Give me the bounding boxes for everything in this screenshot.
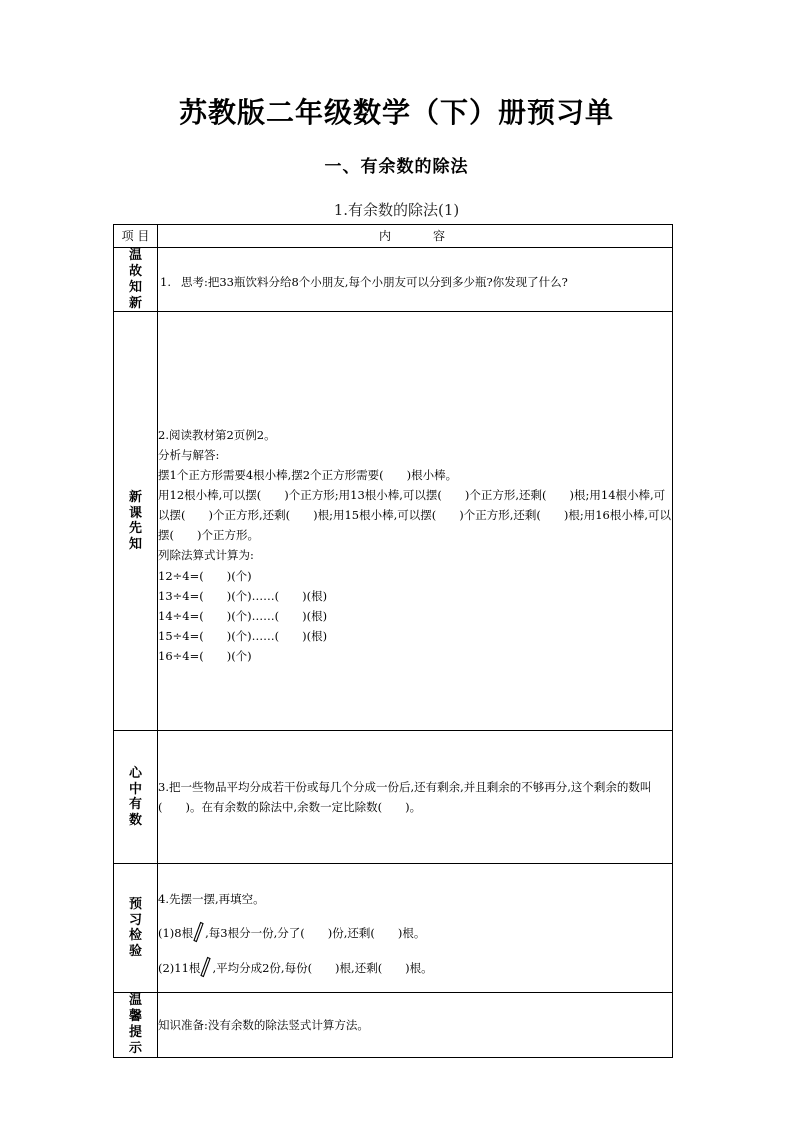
page-title: 苏教版二年级数学（下）册预习单 bbox=[178, 96, 614, 129]
header-cell-item: 项 目 bbox=[114, 225, 158, 248]
question-4-title: 4.先摆一摆,再填空。 bbox=[158, 892, 265, 907]
unit-subtitle: 一、有余数的除法 bbox=[324, 156, 469, 177]
question-text: 思考:把33瓶饮料分给8个小朋友,每个小朋友可以分到多少瓶?你发现了什么? bbox=[180, 274, 568, 289]
question-4-item-2 bbox=[158, 956, 672, 978]
row-label-char: 新 bbox=[128, 295, 142, 311]
row-label-char: 温 bbox=[128, 993, 142, 1009]
row-label-char: 课 bbox=[128, 505, 142, 521]
row-label-char: 新 bbox=[128, 489, 142, 505]
lesson-title: 1.有余数的除法(1) bbox=[333, 200, 460, 219]
row-label-char: 心 bbox=[128, 765, 142, 781]
row-label-new-lesson bbox=[114, 312, 158, 731]
row-label-know-by-heart bbox=[114, 731, 158, 864]
equation-13: 13÷4=( )(个)……( )(根) bbox=[158, 588, 328, 603]
equation-15: 15÷4=( )(个)……( )(根) bbox=[158, 628, 328, 643]
analysis-heading: 分析与解答: bbox=[158, 447, 220, 462]
table-row bbox=[114, 312, 673, 731]
row-label-warm-tips bbox=[114, 993, 158, 1057]
stick-icon bbox=[193, 921, 204, 943]
prep-knowledge-text: 知识准备:没有余数的除法竖式计算方法。 bbox=[158, 1018, 369, 1033]
stick-icon bbox=[200, 956, 211, 978]
table-row bbox=[114, 864, 673, 993]
question-1 bbox=[158, 268, 672, 292]
row-label-char: 示 bbox=[128, 1041, 142, 1057]
row-label-char: 习 bbox=[128, 912, 142, 928]
table-row bbox=[114, 248, 673, 312]
square-sticks-line-2: 用12根小棒,可以摆( )个正方形;用13根小棒,可以摆( )个正方形,还剩( )根;用14根小棒,可以摆( )个正方形,还剩( )根;用15根小棒,可以摆( )个正方形,还剩( )根;用16根小棒,可以摆( )个正方形。 bbox=[158, 488, 672, 543]
table-row bbox=[114, 993, 673, 1057]
row-content-know-by-heart bbox=[158, 731, 673, 864]
row-label-char: 知 bbox=[128, 279, 142, 295]
item-suffix: ,平均分成2份,每份( )根,还剩( )根。 bbox=[212, 960, 433, 975]
row-label-char: 验 bbox=[128, 944, 142, 960]
question-4-item-1 bbox=[158, 921, 672, 943]
item-prefix: (1)8根 bbox=[158, 926, 194, 941]
header-cell-content: 内 容 bbox=[158, 225, 673, 248]
table-row bbox=[114, 731, 673, 864]
item-suffix: ,每3根分一份,分了( )份,还剩( )根。 bbox=[205, 926, 426, 941]
question-3: 3.把一些物品平均分成若干份或每几个分成一份后,还有剩余,并且剩余的不够再分,这个剩余的数叫( )。在有余数的除法中,余数一定比除数( )。 bbox=[158, 780, 652, 815]
row-content-warm-tips bbox=[158, 993, 673, 1057]
row-label-char: 馨 bbox=[128, 1009, 142, 1025]
row-label-char: 先 bbox=[128, 521, 142, 537]
row-label-char: 故 bbox=[128, 263, 142, 279]
row-label-char: 提 bbox=[128, 1025, 142, 1041]
row-label-char: 检 bbox=[128, 928, 142, 944]
equation-12: 12÷4=( )(个) bbox=[158, 568, 252, 583]
row-label-review-old bbox=[114, 248, 158, 312]
square-sticks-line-1: 摆1个正方形需要4根小棒,摆2个正方形需要( )根小棒。 bbox=[158, 467, 458, 482]
row-label-char: 中 bbox=[128, 781, 142, 797]
preview-sheet-table bbox=[113, 224, 673, 1058]
row-content-review-old bbox=[158, 248, 673, 312]
row-label-preview-check bbox=[114, 864, 158, 993]
row-content-preview-check bbox=[158, 864, 673, 993]
row-label-char: 有 bbox=[128, 797, 142, 813]
preview-sheet-table-wrapper bbox=[113, 224, 673, 1058]
table-header-row bbox=[114, 225, 673, 248]
equation-14: 14÷4=( )(个)……( )(根) bbox=[158, 608, 328, 623]
read-textbook-line: 2.阅读教材第2页例2。 bbox=[158, 427, 276, 442]
row-label-char: 预 bbox=[128, 896, 142, 912]
row-label-char: 知 bbox=[128, 537, 142, 553]
question-number: 1. bbox=[160, 274, 171, 289]
row-content-new-lesson bbox=[158, 312, 673, 731]
row-label-char: 温 bbox=[128, 248, 142, 263]
row-label-char: 数 bbox=[128, 813, 142, 829]
equation-16: 16÷4=( )(个) bbox=[158, 649, 252, 664]
item-prefix: (2)11根 bbox=[158, 960, 201, 975]
division-heading: 列除法算式计算为: bbox=[158, 548, 254, 563]
